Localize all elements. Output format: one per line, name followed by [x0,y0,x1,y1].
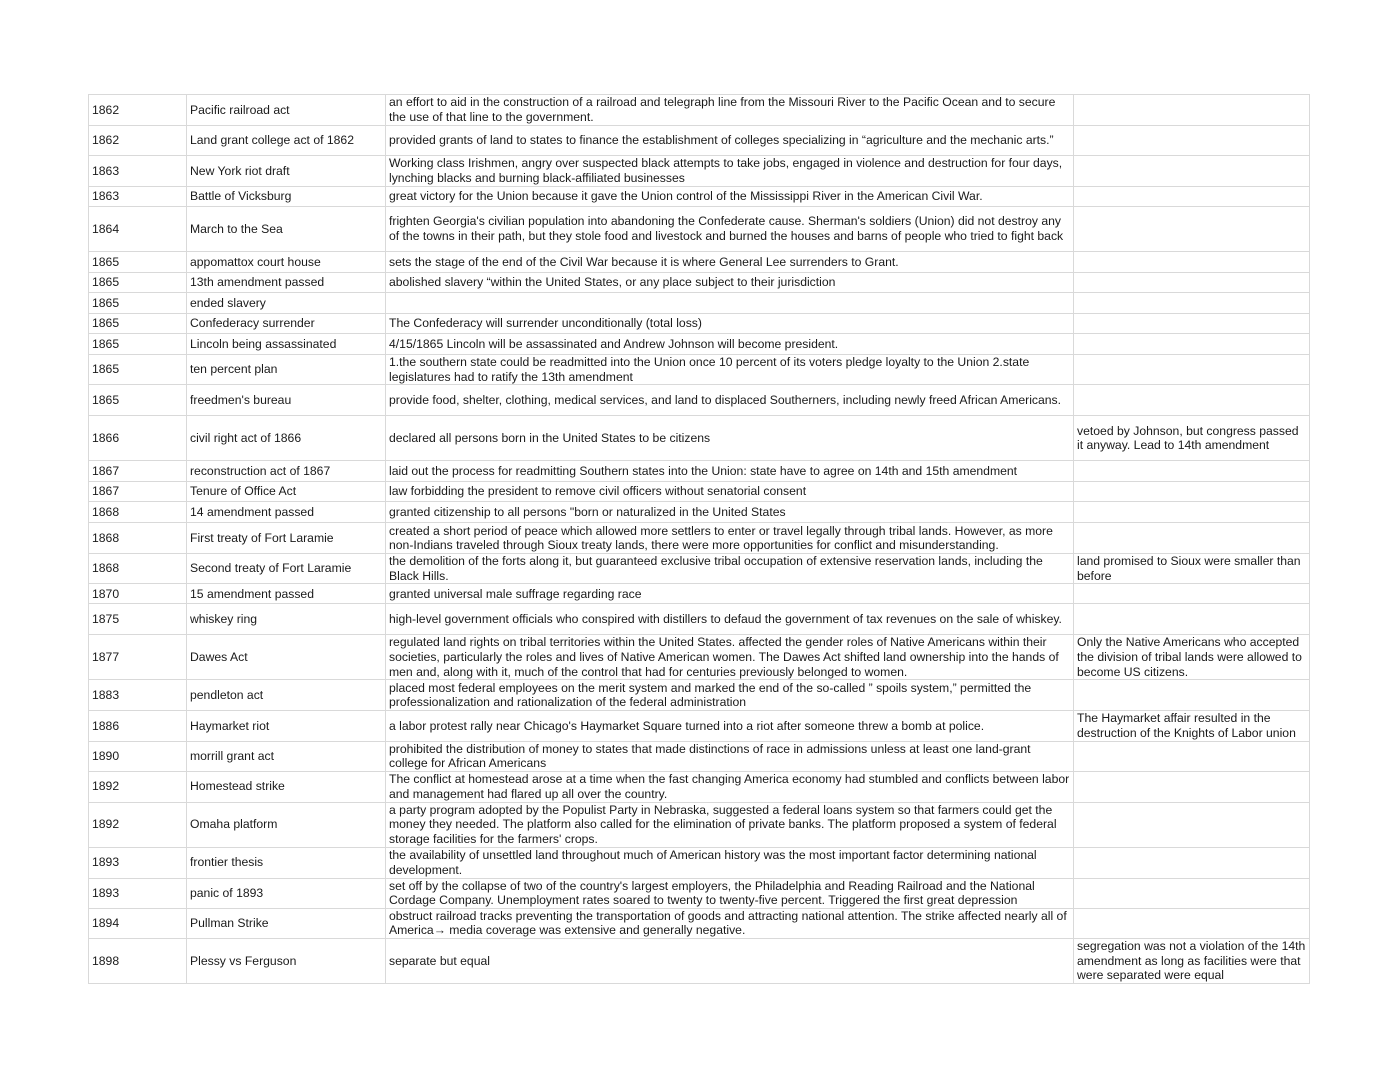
year-cell[interactable]: 1863 [89,156,187,187]
notes-cell[interactable] [1074,252,1310,273]
notes-cell[interactable] [1074,802,1310,847]
description-cell[interactable]: created a short period of peace which allowed more settlers to enter or travel legally through tribal lands. However, as more non-Indians traveled through Sioux treaty lands, there were more opportunities for conflict and misunderstanding. [386,523,1074,554]
event-cell[interactable]: ended slavery [187,293,386,314]
table-row [89,604,1310,635]
event-cell[interactable]: whiskey ring [187,604,386,635]
notes-cell[interactable] [1074,847,1310,878]
description-cell[interactable]: The conflict at homestead arose at a time when the fast changing America economy had stumbled and conflicts between labor and management had flared up all over the country. [386,771,1074,802]
notes-cell[interactable]: segregation was not a violation of the 14th amendment as long as facilities were that were separated were equal [1074,938,1310,983]
event-cell[interactable]: 13th amendment passed [187,273,386,293]
year-cell[interactable]: 1892 [89,802,187,847]
notes-cell[interactable] [1074,584,1310,604]
year-cell[interactable]: 1868 [89,502,187,523]
notes-cell[interactable] [1074,293,1310,314]
event-cell[interactable]: morrill grant act [187,741,386,771]
notes-cell[interactable] [1074,385,1310,416]
table-body [89,95,1310,984]
description-cell[interactable]: high-level government officials who conspired with distillers to defaud the government of tax revenues on the sale of whiskey. [386,604,1074,635]
notes-cell[interactable]: Only the Native Americans who accepted the division of tribal lands were allowed to become US citizens. [1074,635,1310,680]
year-cell[interactable]: 1877 [89,635,187,680]
event-cell[interactable]: March to the Sea [187,207,386,252]
table-row [89,802,1310,847]
description-cell[interactable]: set off by the collapse of two of the country's largest employers, the Philadelphia and Reading Railroad and the National Cordage Company. Unemployment rates soared to twenty to twenty-five percent. Triggered the first great depression [386,878,1074,908]
year-cell[interactable]: 1892 [89,771,187,802]
notes-cell[interactable] [1074,334,1310,355]
table-row [89,126,1310,156]
notes-cell[interactable] [1074,502,1310,523]
table-row [89,273,1310,293]
year-cell[interactable]: 1865 [89,273,187,293]
notes-cell[interactable] [1074,187,1310,207]
table-row [89,771,1310,802]
table-row [89,554,1310,584]
event-cell[interactable]: Haymarket riot [187,711,386,741]
notes-cell[interactable] [1074,680,1310,711]
table-row [89,416,1310,461]
description-cell[interactable]: provide food, shelter, clothing, medical services, and land to displaced Southerners, including newly freed African Americans. [386,385,1074,416]
year-cell[interactable]: 1865 [89,314,187,334]
year-cell[interactable]: 1865 [89,355,187,385]
event-cell[interactable]: freedmen's bureau [187,385,386,416]
table-row [89,95,1310,126]
table-row [89,334,1310,355]
event-cell[interactable]: civil right act of 1866 [187,416,386,461]
description-cell[interactable]: granted citizenship to all persons "born or naturalized in the United States [386,502,1074,523]
description-cell[interactable]: Working class Irishmen, angry over suspected black attempts to take jobs, engaged in violence and destruction for four days, lynching blacks and burning black-affiliated businesses [386,156,1074,187]
event-cell[interactable]: Land grant college act of 1862 [187,126,386,156]
notes-cell[interactable] [1074,741,1310,771]
description-cell[interactable]: placed most federal employees on the merit system and marked the end of the so-called ” spoils system,” permitted the professionalization and rationalization of the federal administration [386,680,1074,711]
table-row [89,314,1310,334]
event-cell[interactable]: panic of 1893 [187,878,386,908]
year-cell[interactable]: 1867 [89,482,187,502]
table-row [89,355,1310,385]
year-cell[interactable]: 1868 [89,554,187,584]
notes-cell[interactable] [1074,314,1310,334]
event-cell[interactable]: Lincoln being assassinated [187,334,386,355]
year-cell[interactable]: 1893 [89,878,187,908]
description-cell[interactable]: frighten Georgia's civilian population into abandoning the Confederate cause. Sherman's soldiers (Union) did not destroy any of the towns in their path, but they stole food and livestock and burned the houses and barns of people who tried to fight back [386,207,1074,252]
description-cell[interactable]: 1.the southern state could be readmitted into the Union once 10 percent of its voters pledge loyalty to the Union 2.state legislatures had to ratify the 13th amendment [386,355,1074,385]
table-row [89,741,1310,771]
notes-cell[interactable] [1074,207,1310,252]
year-cell[interactable]: 1870 [89,584,187,604]
description-cell[interactable]: a party program adopted by the Populist Party in Nebraska, suggested a federal loans system so that farmers could get the money they needed. The platform also called for the elimination of private banks. The platform proposed a system of federal storage facilities for the farmers' crops. [386,802,1074,847]
description-cell[interactable]: regulated land rights on tribal territories within the United States. affected the gender roles of Native Americans within their societies, particularly the roles and lives of Native American women. The Dawes Act shifted land ownership into the hands of men and, along with it, much of the control that had for centuries previously belonged to women. [386,635,1074,680]
notes-cell[interactable] [1074,908,1310,938]
description-cell[interactable]: obstruct railroad tracks preventing the transportation of goods and attracting national attention. The strike affected nearly all of America→ media coverage was extensive and generally negative. [386,908,1074,938]
table-row [89,385,1310,416]
year-cell[interactable]: 1865 [89,334,187,355]
year-cell[interactable]: 1864 [89,207,187,252]
notes-cell[interactable] [1074,878,1310,908]
event-cell[interactable]: New York riot draft [187,156,386,187]
notes-cell[interactable] [1074,523,1310,554]
description-cell[interactable]: prohibited the distribution of money to states that made distinctions of race in admissions unless at least one land-grant college for African Americans [386,741,1074,771]
table-row [89,584,1310,604]
event-cell[interactable]: pendleton act [187,680,386,711]
event-cell[interactable]: Pacific railroad act [187,95,386,126]
description-cell[interactable]: sets the stage of the end of the Civil War because it is where General Lee surrenders to Grant. [386,252,1074,273]
table-row [89,502,1310,523]
description-cell[interactable]: separate but equal [386,938,1074,983]
table-row [89,252,1310,273]
description-cell[interactable]: great victory for the Union because it gave the Union control of the Mississippi River in the American Civil War. [386,187,1074,207]
year-cell[interactable]: 1898 [89,938,187,983]
event-cell[interactable]: Second treaty of Fort Laramie [187,554,386,584]
event-cell[interactable]: Plessy vs Ferguson [187,938,386,983]
notes-cell[interactable] [1074,771,1310,802]
event-cell[interactable]: Dawes Act [187,635,386,680]
year-cell[interactable]: 1865 [89,252,187,273]
event-cell[interactable]: Battle of Vicksburg [187,187,386,207]
notes-cell[interactable]: The Haymarket affair resulted in the destruction of the Knights of Labor union [1074,711,1310,741]
description-cell[interactable]: The Confederacy will surrender unconditionally (total loss) [386,314,1074,334]
table-row [89,187,1310,207]
year-cell[interactable]: 1894 [89,908,187,938]
notes-cell[interactable] [1074,95,1310,126]
year-cell[interactable]: 1875 [89,604,187,635]
event-cell[interactable]: Confederacy surrender [187,314,386,334]
description-cell[interactable]: law forbidding the president to remove civil officers without senatorial consent [386,482,1074,502]
year-cell[interactable]: 1883 [89,680,187,711]
notes-cell[interactable] [1074,461,1310,482]
table-row [89,293,1310,314]
table-row [89,207,1310,252]
year-cell[interactable]: 1890 [89,741,187,771]
table-row [89,711,1310,741]
table-row [89,156,1310,187]
table-row [89,482,1310,502]
year-cell[interactable]: 1867 [89,461,187,482]
notes-cell[interactable] [1074,482,1310,502]
year-cell[interactable]: 1866 [89,416,187,461]
event-cell[interactable]: 15 amendment passed [187,584,386,604]
event-cell[interactable]: ten percent plan [187,355,386,385]
event-cell[interactable]: 14 amendment passed [187,502,386,523]
notes-cell[interactable] [1074,604,1310,635]
year-cell[interactable]: 1863 [89,187,187,207]
description-cell[interactable]: declared all persons born in the United States to be citizens [386,416,1074,461]
description-cell[interactable]: the demolition of the forts along it, but guaranteed exclusive tribal occupation of extensive reservation lands, including the Black Hills. [386,554,1074,584]
event-cell[interactable]: reconstruction act of 1867 [187,461,386,482]
notes-cell[interactable] [1074,156,1310,187]
table-row [89,878,1310,908]
description-cell[interactable]: granted universal male suffrage regarding race [386,584,1074,604]
notes-cell[interactable] [1074,355,1310,385]
description-cell[interactable]: provided grants of land to states to finance the establishment of colleges specializing in “agriculture and the mechanic arts.” [386,126,1074,156]
table-row [89,635,1310,680]
table-row [89,908,1310,938]
table-row [89,680,1310,711]
year-cell[interactable]: 1862 [89,95,187,126]
event-cell[interactable]: Omaha platform [187,802,386,847]
table-row [89,938,1310,983]
description-cell[interactable]: the availability of unsettled land throughout much of American history was the most important factor determining national development. [386,847,1074,878]
year-cell[interactable]: 1893 [89,847,187,878]
notes-cell[interactable] [1074,126,1310,156]
notes-cell[interactable]: land promised to Sioux were smaller than before [1074,554,1310,584]
table-row [89,523,1310,554]
description-cell[interactable]: an effort to aid in the construction of a railroad and telegraph line from the Missouri River to the Pacific Ocean and to secure the use of that line to the government. [386,95,1074,126]
year-cell[interactable]: 1862 [89,126,187,156]
event-cell[interactable]: Homestead strike [187,771,386,802]
description-cell[interactable] [386,293,1074,314]
event-cell[interactable]: appomattox court house [187,252,386,273]
event-cell[interactable]: Pullman Strike [187,908,386,938]
history-timeline-table [88,94,1310,984]
description-cell[interactable]: 4/15/1865 Lincoln will be assassinated and Andrew Johnson will become president. [386,334,1074,355]
table-row [89,847,1310,878]
event-cell[interactable]: First treaty of Fort Laramie [187,523,386,554]
notes-cell[interactable]: vetoed by Johnson, but congress passed it anyway. Lead to 14th amendment [1074,416,1310,461]
year-cell[interactable]: 1865 [89,385,187,416]
description-cell[interactable]: a labor protest rally near Chicago's Haymarket Square turned into a riot after someone threw a bomb at police. [386,711,1074,741]
description-cell[interactable]: abolished slavery “within the United States, or any place subject to their jurisdiction [386,273,1074,293]
year-cell[interactable]: 1868 [89,523,187,554]
table-row [89,461,1310,482]
notes-cell[interactable] [1074,273,1310,293]
event-cell[interactable]: frontier thesis [187,847,386,878]
year-cell[interactable]: 1886 [89,711,187,741]
event-cell[interactable]: Tenure of Office Act [187,482,386,502]
year-cell[interactable]: 1865 [89,293,187,314]
description-cell[interactable]: laid out the process for readmitting Southern states into the Union: state have to agree on 14th and 15th amendment [386,461,1074,482]
